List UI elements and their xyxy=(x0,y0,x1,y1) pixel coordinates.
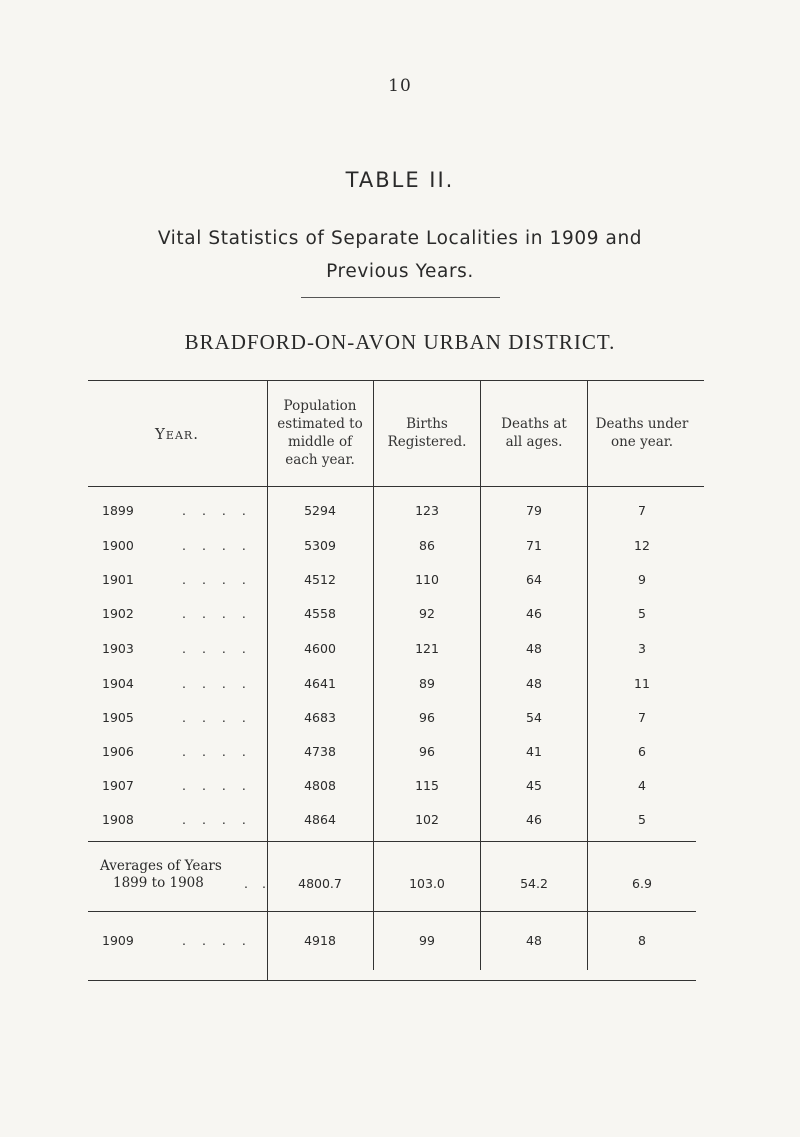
cell-year: 1907 xyxy=(102,778,134,793)
cell-infant-deaths: 3 xyxy=(638,641,646,656)
leader-dots: . . . . xyxy=(182,676,252,691)
cell-population: 4738 xyxy=(304,744,336,759)
cell-deaths: 48 xyxy=(526,676,542,691)
averages-label-line-1: Averages of Years xyxy=(100,858,222,874)
cell-births: 92 xyxy=(419,606,435,621)
cell-population: 5309 xyxy=(304,538,336,553)
cell-deaths: 41 xyxy=(526,744,542,759)
header-births-line: Births xyxy=(406,416,448,432)
table-subtitle xyxy=(0,222,800,288)
table-title: TABLE II. xyxy=(345,168,455,192)
cell-births: 102 xyxy=(415,812,439,827)
cell-deaths: 64 xyxy=(526,572,542,587)
cell-infant-deaths: 5 xyxy=(638,812,646,827)
header-population xyxy=(268,397,372,469)
header-infant-deaths-line: Deaths under xyxy=(595,416,689,432)
cell-year: 1908 xyxy=(102,812,134,827)
cell-deaths: 71 xyxy=(526,538,542,553)
cell-infant-deaths: 12 xyxy=(634,538,650,553)
cell-infant-deaths: 7 xyxy=(638,710,646,725)
header-deaths-line: all ages. xyxy=(505,434,563,450)
cell-infant-deaths: 7 xyxy=(638,503,646,518)
cell-births: 110 xyxy=(415,572,439,587)
header-infant-deaths-line: one year. xyxy=(610,434,674,450)
cell-year: 1900 xyxy=(102,538,134,553)
header-infant-deaths xyxy=(588,415,696,451)
cell-births: 115 xyxy=(415,778,439,793)
cell-year: 1909 xyxy=(102,933,134,948)
cell-deaths: 54 xyxy=(526,710,542,725)
cell-births: 121 xyxy=(415,641,439,656)
header-deaths xyxy=(481,415,587,451)
cell-infant-deaths: 11 xyxy=(634,676,650,691)
header-population-line: estimated to xyxy=(277,416,363,432)
leader-dots: . . xyxy=(244,876,271,891)
cell-population: 4918 xyxy=(304,933,336,948)
leader-dots: . . . . xyxy=(182,641,252,656)
cell-population: 4683 xyxy=(304,710,336,725)
cell-births: 96 xyxy=(419,744,435,759)
subtitle-line-1: Vital Statistics of Separate Localities in 1909 and xyxy=(157,228,643,249)
header-population-line: each year. xyxy=(285,452,355,468)
cell-population: 4641 xyxy=(304,676,336,691)
averages-bottom-rule xyxy=(88,911,696,912)
cell-births: 123 xyxy=(415,503,439,518)
leader-dots: . . . . xyxy=(182,538,252,553)
subtitle-line-2: Previous Years. xyxy=(326,261,474,282)
averages-births: 103.0 xyxy=(409,876,445,891)
cell-deaths: 48 xyxy=(526,933,542,948)
cell-population: 4512 xyxy=(304,572,336,587)
averages-label-line-2: 1899 to 1908 xyxy=(113,875,204,891)
leader-dots: . . . . xyxy=(182,812,252,827)
header-population-line: Population xyxy=(283,398,357,414)
cell-year: 1902 xyxy=(102,606,134,621)
cell-births: 96 xyxy=(419,710,435,725)
averages-deaths: 54.2 xyxy=(520,876,548,891)
header-births-line: Registered. xyxy=(387,434,467,450)
header-year: Year. xyxy=(155,425,199,443)
cell-population: 4558 xyxy=(304,606,336,621)
leader-dots: . . . . xyxy=(182,572,252,587)
leader-dots: . . . . xyxy=(182,744,252,759)
cell-infant-deaths: 4 xyxy=(638,778,646,793)
cell-year: 1899 xyxy=(102,503,134,518)
table-bottom-rule xyxy=(88,980,696,981)
table-top-rule xyxy=(88,380,704,381)
cell-births: 89 xyxy=(419,676,435,691)
leader-dots: . . . . xyxy=(182,778,252,793)
header-bottom-rule xyxy=(88,486,704,487)
header-births xyxy=(374,415,480,451)
cell-population: 4808 xyxy=(304,778,336,793)
header-deaths-line: Deaths at xyxy=(501,416,567,432)
page-number: 10 xyxy=(388,76,412,96)
cell-year: 1905 xyxy=(102,710,134,725)
cell-population: 4600 xyxy=(304,641,336,656)
averages-population: 4800.7 xyxy=(298,876,342,891)
cell-year: 1906 xyxy=(102,744,134,759)
averages-label xyxy=(100,858,222,892)
averages-top-rule xyxy=(88,841,696,842)
cell-year: 1904 xyxy=(102,676,134,691)
leader-dots: . . . . xyxy=(182,503,252,518)
cell-deaths: 46 xyxy=(526,812,542,827)
leader-dots: . . . . xyxy=(182,710,252,725)
cell-births: 86 xyxy=(419,538,435,553)
cell-population: 4864 xyxy=(304,812,336,827)
cell-infant-deaths: 9 xyxy=(638,572,646,587)
cell-infant-deaths: 6 xyxy=(638,744,646,759)
cell-deaths: 45 xyxy=(526,778,542,793)
cell-year: 1901 xyxy=(102,572,134,587)
leader-dots: . . . . xyxy=(182,933,252,948)
header-population-line: middle of xyxy=(287,434,353,450)
cell-births: 99 xyxy=(419,933,435,948)
cell-deaths: 48 xyxy=(526,641,542,656)
cell-deaths: 79 xyxy=(526,503,542,518)
leader-dots: . . . . xyxy=(182,606,252,621)
cell-infant-deaths: 5 xyxy=(638,606,646,621)
cell-population: 5294 xyxy=(304,503,336,518)
district-heading: BRADFORD-ON-AVON URBAN DISTRICT. xyxy=(184,330,616,354)
title-divider xyxy=(301,297,500,298)
cell-infant-deaths: 8 xyxy=(638,933,646,948)
cell-year: 1903 xyxy=(102,641,134,656)
cell-deaths: 46 xyxy=(526,606,542,621)
averages-infant-deaths: 6.9 xyxy=(632,876,652,891)
